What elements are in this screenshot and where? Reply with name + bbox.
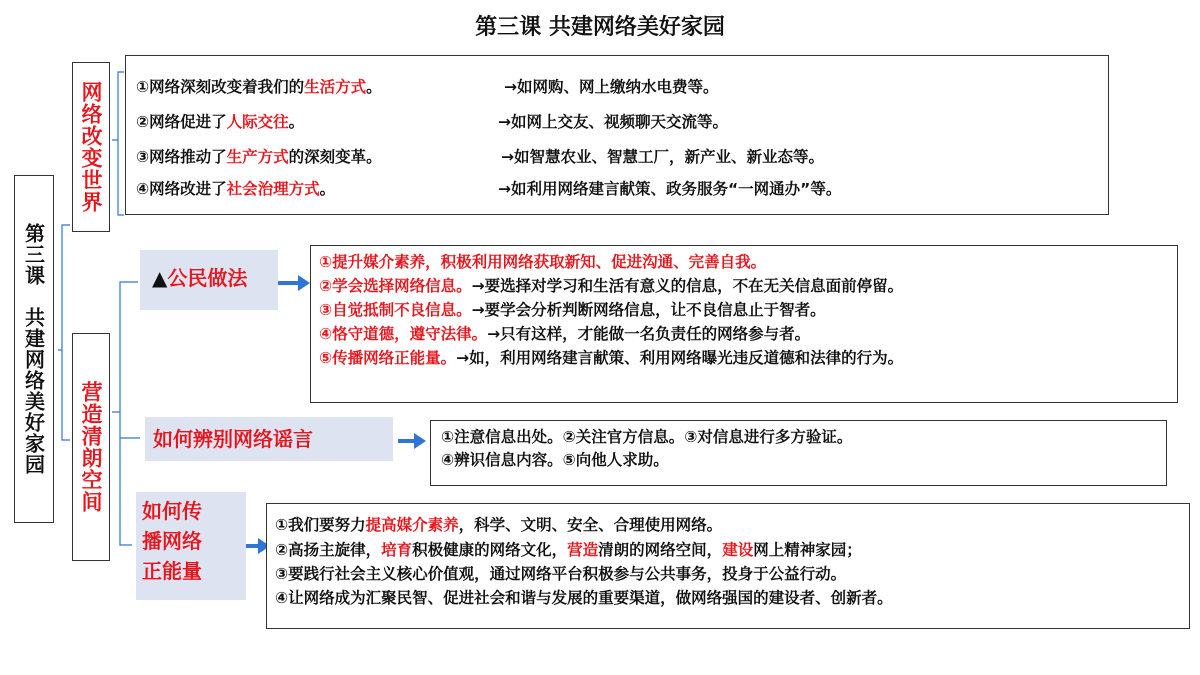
list-item: ①我们要努力提高媒介素养，科学、文明、安全、合理使用网络。 [275,516,723,534]
list-item: ①提升媒介素养，积极利用网络获取新知、促进沟通、完善自我。 [319,253,767,271]
rumor-identification-tag: 如何辨别网络谣言 [145,417,393,461]
list-item: ⑤传播网络正能量。→如，利用网络建言献策、利用网络曝光违反道德和法律的行为。 [319,349,904,367]
list-item: ①网络深刻改变着我们的生活方式。 [136,78,382,96]
list-item: ②网络促进了人际交往。 [136,113,305,131]
list-item: ③要践行社会主义核心价值观，通过网络平台积极参与公共事务，投身于公益行动。 [275,565,847,583]
page-title: 第三课 共建网络美好家园 [475,15,725,40]
list-item: ②高扬主旋律，培育积极健康的网络文化，营造清朗的网络空间，建设网上精神家园； [275,541,862,559]
citizen-practice-box [310,245,1178,403]
root-label: 第三课 共建网络美好家园 [14,175,54,523]
spread-positive-energy-tag: 如何传 播网络 正能量 [136,492,246,600]
list-item: ④让网络成为汇聚民智、促进社会和谐与发展的重要渠道，做网络强国的建设者、创新者。 [275,589,893,607]
list-item: ③网络推动了生产方式的深刻变革。 [136,148,382,166]
list-item: ④恪守道德，遵守法律。→只有这样，才能做一名负责任的网络参与者。 [319,325,811,343]
branch-clear-space-label: 营造清朗空间 [72,333,110,561]
network-changes-world-box [125,55,1109,215]
list-item-example: →如利用网络建言献策、政务服务“一网通办”等。 [498,180,842,198]
spread-positive-energy-box [266,503,1190,629]
list-item-example: →如智慧农业、智慧工厂，新产业、新业态等。 [501,148,824,166]
list-item: ③自觉抵制不良信息。→要学会分析判断网络信息，让不良信息止于智者。 [319,301,826,319]
list-item: ④网络改进了社会治理方式。 [136,180,336,198]
list-item-example: →如网上交友、视频聊天交流等。 [498,113,728,131]
rumor-identification-box [430,420,1167,486]
list-item-example: →如网购、网上缴纳水电费等。 [504,78,719,96]
branch-network-changes-world-label: 网络改变世界 [72,62,110,232]
list-item: ④辨识信息内容。⑤向他人求助。 [441,451,669,469]
list-item: ①注意信息出处。②关注官方信息。③对信息进行多方验证。 [441,428,853,446]
list-item: ②学会选择网络信息。→要选择对学习和生活有意义的信息，不在无关信息面前停留。 [319,277,904,295]
citizen-practice-tag: ▲公民做法 [140,250,278,310]
